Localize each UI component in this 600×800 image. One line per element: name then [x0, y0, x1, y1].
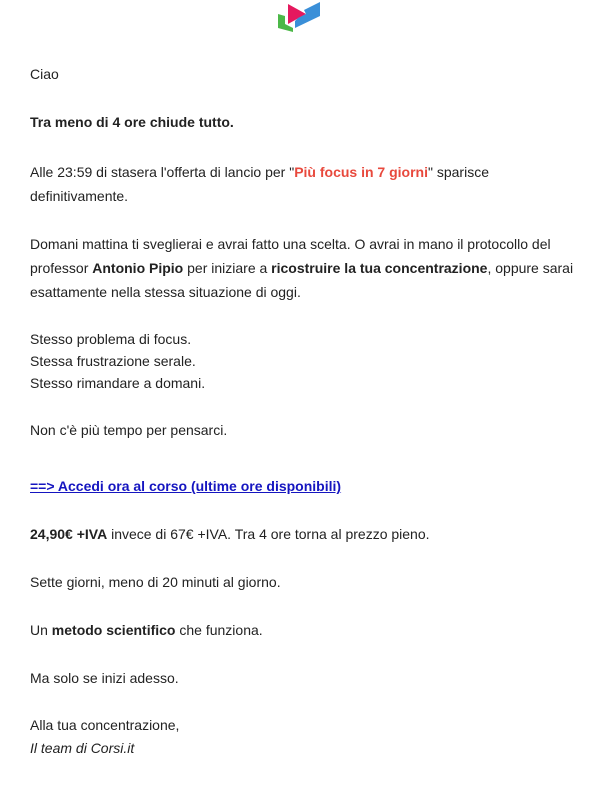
professor-name: Antonio Pipio	[92, 260, 184, 276]
list-item: Stessa frustrazione serale.	[30, 353, 196, 369]
method-paragraph	[30, 618, 585, 642]
offer-text-before: Alle 23:59 di stasera l'offerta di lancio per "	[30, 164, 295, 180]
choice-text-2: per iniziare a	[183, 260, 272, 276]
rebuild-focus-phrase: ricostruire la tua concentrazione	[271, 260, 488, 276]
choice-text-1: Domani mattina ti sveglierai e avrai fatto una scelta. O avrai in mano il protocollo del professor	[30, 236, 551, 276]
signoff: Alla tua concentrazione,	[30, 717, 180, 733]
course-name: Più focus in 7 giorni	[294, 164, 428, 180]
signature-block	[30, 714, 585, 760]
choice-paragraph	[30, 232, 585, 304]
price-rest: invece di 67€ +IVA. Tra 4 ore torna al prezzo pieno.	[107, 526, 430, 542]
list-item: Stesso problema di focus.	[30, 331, 192, 347]
list-item: Stesso rimandare a domani.	[30, 375, 206, 391]
choice-text-3: , oppure sarai esattamente nella stessa situazione di oggi.	[30, 260, 574, 300]
price-paragraph	[30, 522, 585, 546]
method-text-1: Un	[30, 622, 52, 638]
method-bold: metodo scientifico	[51, 622, 176, 638]
corsi-it-play-logo-icon	[276, 2, 322, 32]
headline	[30, 110, 585, 134]
duration-text: Sette giorni, meno di 20 minuti al giorno.	[30, 574, 281, 590]
offer-paragraph	[30, 160, 585, 208]
now-text: Ma solo se inizi adesso.	[30, 670, 179, 686]
greeting: Ciao	[30, 66, 59, 82]
signature: Il team di Corsi.it	[30, 740, 135, 756]
no-time-text: Non c'è più tempo per pensarci.	[30, 422, 228, 438]
access-course-link[interactable]: ==> Accedi ora al corso (ultime ore disponibili)	[30, 478, 342, 494]
offer-text-after: " sparisce definitivamente.	[30, 164, 489, 204]
corsi-logo	[276, 2, 322, 32]
price-value: 24,90€ +IVA	[30, 526, 108, 542]
problem-list	[30, 328, 585, 394]
method-text-2: che funziona.	[175, 622, 263, 638]
email-body	[30, 62, 585, 784]
headline-text: Tra meno di 4 ore chiude tutto.	[30, 114, 234, 130]
cta-paragraph	[30, 474, 585, 498]
